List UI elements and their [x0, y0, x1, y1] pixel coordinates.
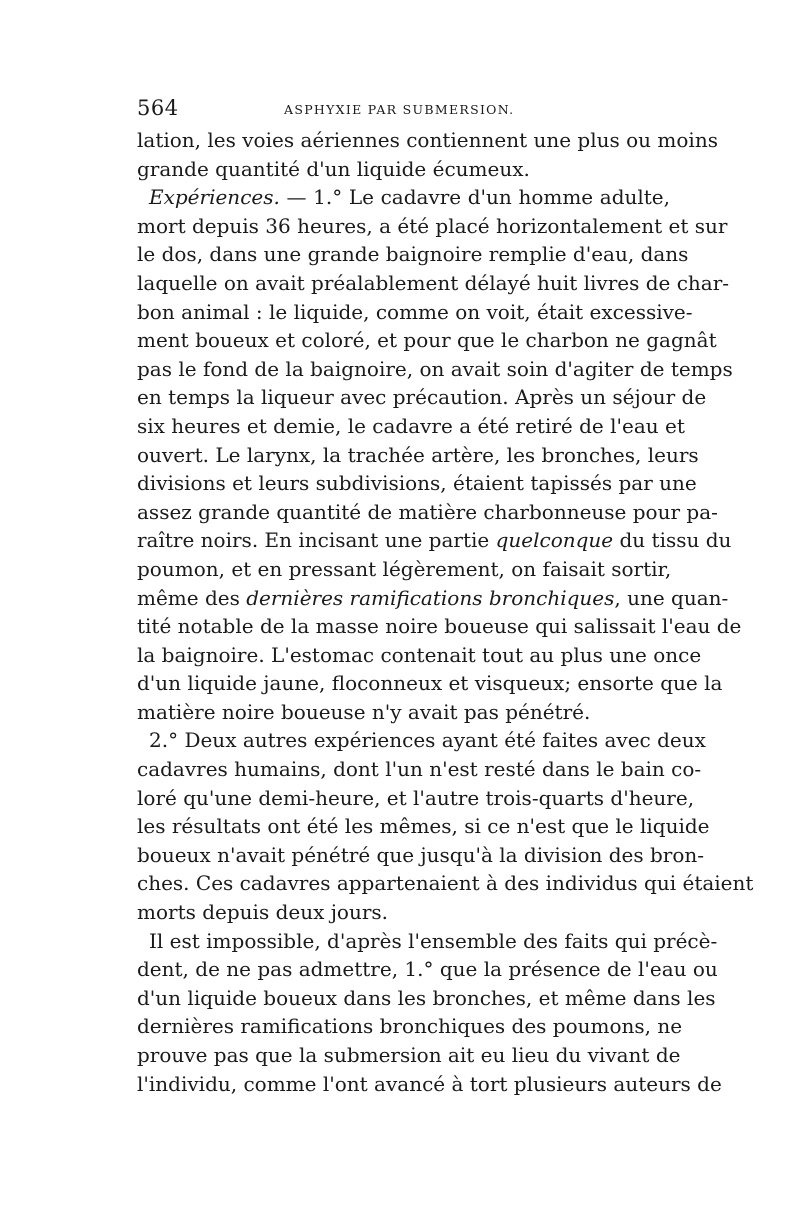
- text-run: le dos, dans une grande baignoire remplie d'eau, dans: [137, 242, 689, 267]
- text-line: [137, 469, 697, 498]
- text-line: [137, 1012, 683, 1041]
- text-run: poumon, et en pressant légèrement, on faisait sortir,: [137, 556, 672, 581]
- text-run: bon animal : le liquide, comme on voit, était excessive-: [137, 299, 693, 324]
- text-run: les résultats ont été les mêmes, si ce n'est que le liquide: [137, 814, 710, 839]
- text-line: [137, 298, 693, 327]
- text-run: ouvert. Le larynx, la trachée artère, les bronches, leurs: [137, 442, 699, 467]
- text-run: ment boueux et coloré, et pour que le charbon ne gagnât: [137, 328, 717, 353]
- text-run: d'un liquide boueux dans les bronches, et même dans les: [137, 985, 716, 1010]
- text-line: [137, 841, 705, 870]
- text-line: [137, 326, 717, 355]
- text-line: [137, 984, 716, 1013]
- text-run: , une quan-: [614, 585, 729, 610]
- text-run: loré qu'une demi-heure, et l'autre trois-quarts d'heure,: [137, 785, 695, 810]
- text-line: [137, 1070, 722, 1099]
- text-run: mort depuis 36 heures, a été placé horizontalement et sur: [137, 213, 728, 238]
- text-line: [137, 383, 707, 412]
- page-number: 564: [137, 96, 179, 120]
- text-run: divisions et leurs subdivisions, étaient tapissés par une: [137, 471, 697, 496]
- text-run: du tissu du: [613, 528, 732, 553]
- text-run: l'individu, comme l'ont avancé à tort plusieurs auteurs de: [137, 1071, 722, 1096]
- text-line: [137, 584, 729, 613]
- text-line: [137, 126, 718, 155]
- text-run: Il est impossible, d'après l'ensemble des faits qui précè-: [149, 928, 718, 953]
- text-line: [137, 1041, 681, 1070]
- text-line: [137, 269, 730, 298]
- text-line: [137, 641, 702, 670]
- body-text: [137, 126, 754, 1098]
- text-line: [137, 784, 695, 813]
- text-run: dernières ramifications bronchiques des poumons, ne: [137, 1014, 683, 1039]
- text-run: six heures et demie, le cadavre a été retiré de l'eau et: [137, 413, 685, 438]
- text-run: ches. Ces cadavres appartenaient à des individus qui étaient: [137, 871, 754, 896]
- text-line: [137, 898, 670, 927]
- text-line: [137, 526, 732, 555]
- text-line: [137, 755, 702, 784]
- text-line: [137, 183, 670, 212]
- text-line: [137, 212, 728, 241]
- page-header: [137, 96, 670, 126]
- text-run: même des: [137, 585, 247, 610]
- text-line: [137, 555, 670, 584]
- text-run: matière noire boueuse n'y avait pas pénétré.: [137, 699, 591, 724]
- italic-text: dernières ramifications bronchiques: [246, 585, 615, 610]
- running-head: ASPHYXIE PAR SUBMERSION.: [284, 102, 515, 117]
- text-line: [137, 869, 754, 898]
- text-run: grande quantité d'un liquide écumeux.: [137, 156, 530, 181]
- text-line: [137, 726, 706, 755]
- text-run: lation, les voies aériennes contiennent une plus ou moins: [137, 128, 718, 152]
- text-line: [137, 927, 718, 956]
- text-run: dent, de ne pas admettre, 1.° que la présence de l'eau ou: [137, 957, 718, 982]
- italic-text: quelconque: [495, 528, 614, 553]
- text-run: raître noirs. En incisant une partie: [137, 528, 496, 553]
- text-run: en temps la liqueur avec précaution. Après un séjour de: [137, 385, 707, 410]
- text-run: la baignoire. L'estomac contenait tout au plus une once: [137, 642, 702, 667]
- text-line: [137, 412, 685, 441]
- text-run: d'un liquide jaune, floconneux et visqueux; ensorte que la: [137, 671, 723, 696]
- text-run: 2.° Deux autres expériences ayant été faites avec deux: [149, 728, 706, 753]
- text-line: [137, 955, 718, 984]
- text-run: pas le fond de la baignoire, on avait soin d'agiter de temps: [137, 356, 733, 381]
- text-line: [137, 441, 699, 470]
- text-run: laquelle on avait préalablement délayé huit livres de char-: [137, 270, 730, 295]
- text-run: assez grande quantité de matière charbonneuse pour pa-: [137, 499, 718, 524]
- text-run: tité notable de la masse noire boueuse qui salissait l'eau de: [137, 614, 742, 639]
- text-line: [137, 498, 718, 527]
- text-line: [137, 355, 733, 384]
- text-run: cadavres humains, dont l'un n'est resté dans le bain co-: [137, 757, 702, 782]
- text-line: [137, 240, 689, 269]
- text-run: morts depuis deux jours.: [137, 900, 389, 925]
- text-line: [137, 698, 670, 727]
- text-line: [137, 155, 670, 184]
- text-line: [137, 669, 723, 698]
- text-run: boueux n'avait pénétré que jusqu'à la division des bron-: [137, 842, 705, 867]
- text-run: — 1.° Le cadavre d'un homme adulte,: [279, 185, 670, 210]
- text-line: [137, 612, 742, 641]
- text-run: prouve pas que la submersion ait eu lieu du vivant de: [137, 1043, 681, 1067]
- italic-text: Expériences.: [149, 185, 280, 210]
- text-line: [137, 812, 710, 841]
